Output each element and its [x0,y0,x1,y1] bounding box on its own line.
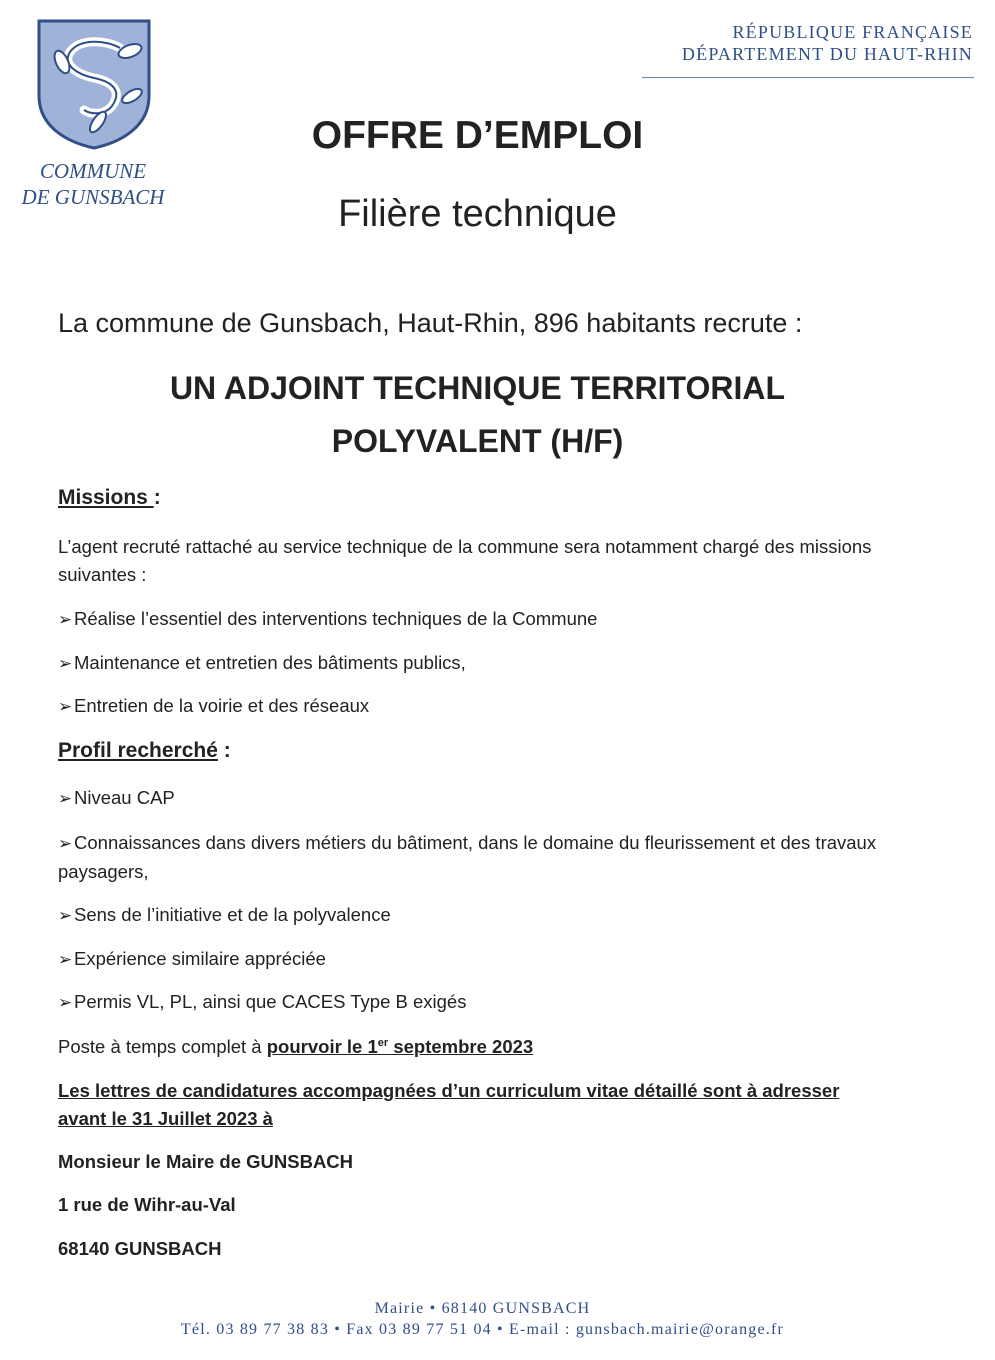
commune-name-line2: DE GUNSBACH [21,185,165,209]
bullet-arrow-icon: ➢ [58,697,73,716]
bullet-arrow-icon: ➢ [58,950,73,969]
missions-heading-text: Missions [58,486,154,509]
job-title-line2: POLYVALENT (H/F) [331,423,624,459]
missions-heading-colon: : [153,486,161,509]
commune-name-line1: COMMUNE [39,159,147,183]
missions-item [58,649,898,678]
profile-item [58,901,898,930]
address-street: 1 rue de Wihr-au-Val [58,1194,236,1215]
missions-item-text: Réalise l’essentiel des interventions techniques de la Commune [74,608,598,629]
missions-description: L’agent recruté rattaché au service technique de la commune sera notamment chargé des missions suivantes : [58,536,872,585]
position-date [267,1036,533,1057]
profile-item-text: Expérience similaire appréciée [74,948,326,969]
position-date-sup: er [377,1036,389,1049]
profile-item-text: Sens de l’initiative et de la polyvalence [74,904,391,925]
department-label: DÉPARTEMENT DU HAUT-RHIN [681,44,973,64]
republic-label: RÉPUBLIQUE FRANÇAISE [732,22,973,42]
header-rule [642,77,974,78]
job-title-line1: UN ADJOINT TECHNIQUE TERRITORIAL [169,370,786,406]
profile-heading-colon: : [217,739,231,762]
offer-title: OFFRE D’EMPLOI [311,114,644,157]
coat-of-arms-crest-icon [36,18,152,150]
profile-item [58,829,888,886]
address-city: 68140 GUNSBACH [58,1238,222,1259]
profile-heading-text: Profil recherché [58,739,218,762]
profile-item [58,988,898,1017]
position-date-pre: pourvoir le 1 [266,1036,378,1057]
position-date-post: septembre 2023 [388,1036,534,1057]
footer-address: Mairie • 68140 GUNSBACH [374,1300,591,1317]
profile-item [58,784,898,813]
bullet-arrow-icon: ➢ [58,789,73,808]
missions-item [58,605,898,634]
intro-text: La commune de Gunsbach, Haut-Rhin, 896 habitants recrute : [58,308,803,338]
missions-heading [58,486,161,510]
bullet-arrow-icon: ➢ [58,993,73,1012]
application-line2: avant le 31 Juillet 2023 à [58,1108,273,1129]
profile-item [58,945,898,974]
footer-contact: Tél. 03 89 77 38 83 • Fax 03 89 77 51 04 • E-mail : gunsbach.mairie@orange.fr [180,1321,785,1338]
missions-item-text: Maintenance et entretien des bâtiments publics, [74,652,466,673]
position-prefix: Poste à temps complet à [58,1036,267,1057]
missions-item-text: Entretien de la voirie et des réseaux [74,695,370,716]
profile-item-text: Niveau CAP [74,787,175,808]
bullet-arrow-icon: ➢ [58,610,73,629]
application-line1: Les lettres de candidatures accompagnées d’un curriculum vitae détaillé sont à adresser [58,1080,840,1101]
position-line [58,1033,898,1061]
bullet-arrow-icon: ➢ [58,834,73,853]
bullet-arrow-icon: ➢ [58,654,73,673]
missions-item [58,692,898,721]
bullet-arrow-icon: ➢ [58,906,73,925]
profile-heading [58,739,231,763]
profile-item-text: Connaissances dans divers métiers du bâtiment, dans le domaine du fleurissement et des travaux paysagers, [58,832,877,882]
address-name: Monsieur le Maire de GUNSBACH [58,1151,354,1172]
field-subtitle: Filière technique [338,193,617,235]
profile-item-text: Permis VL, PL, ainsi que CACES Type B exigés [74,991,467,1012]
